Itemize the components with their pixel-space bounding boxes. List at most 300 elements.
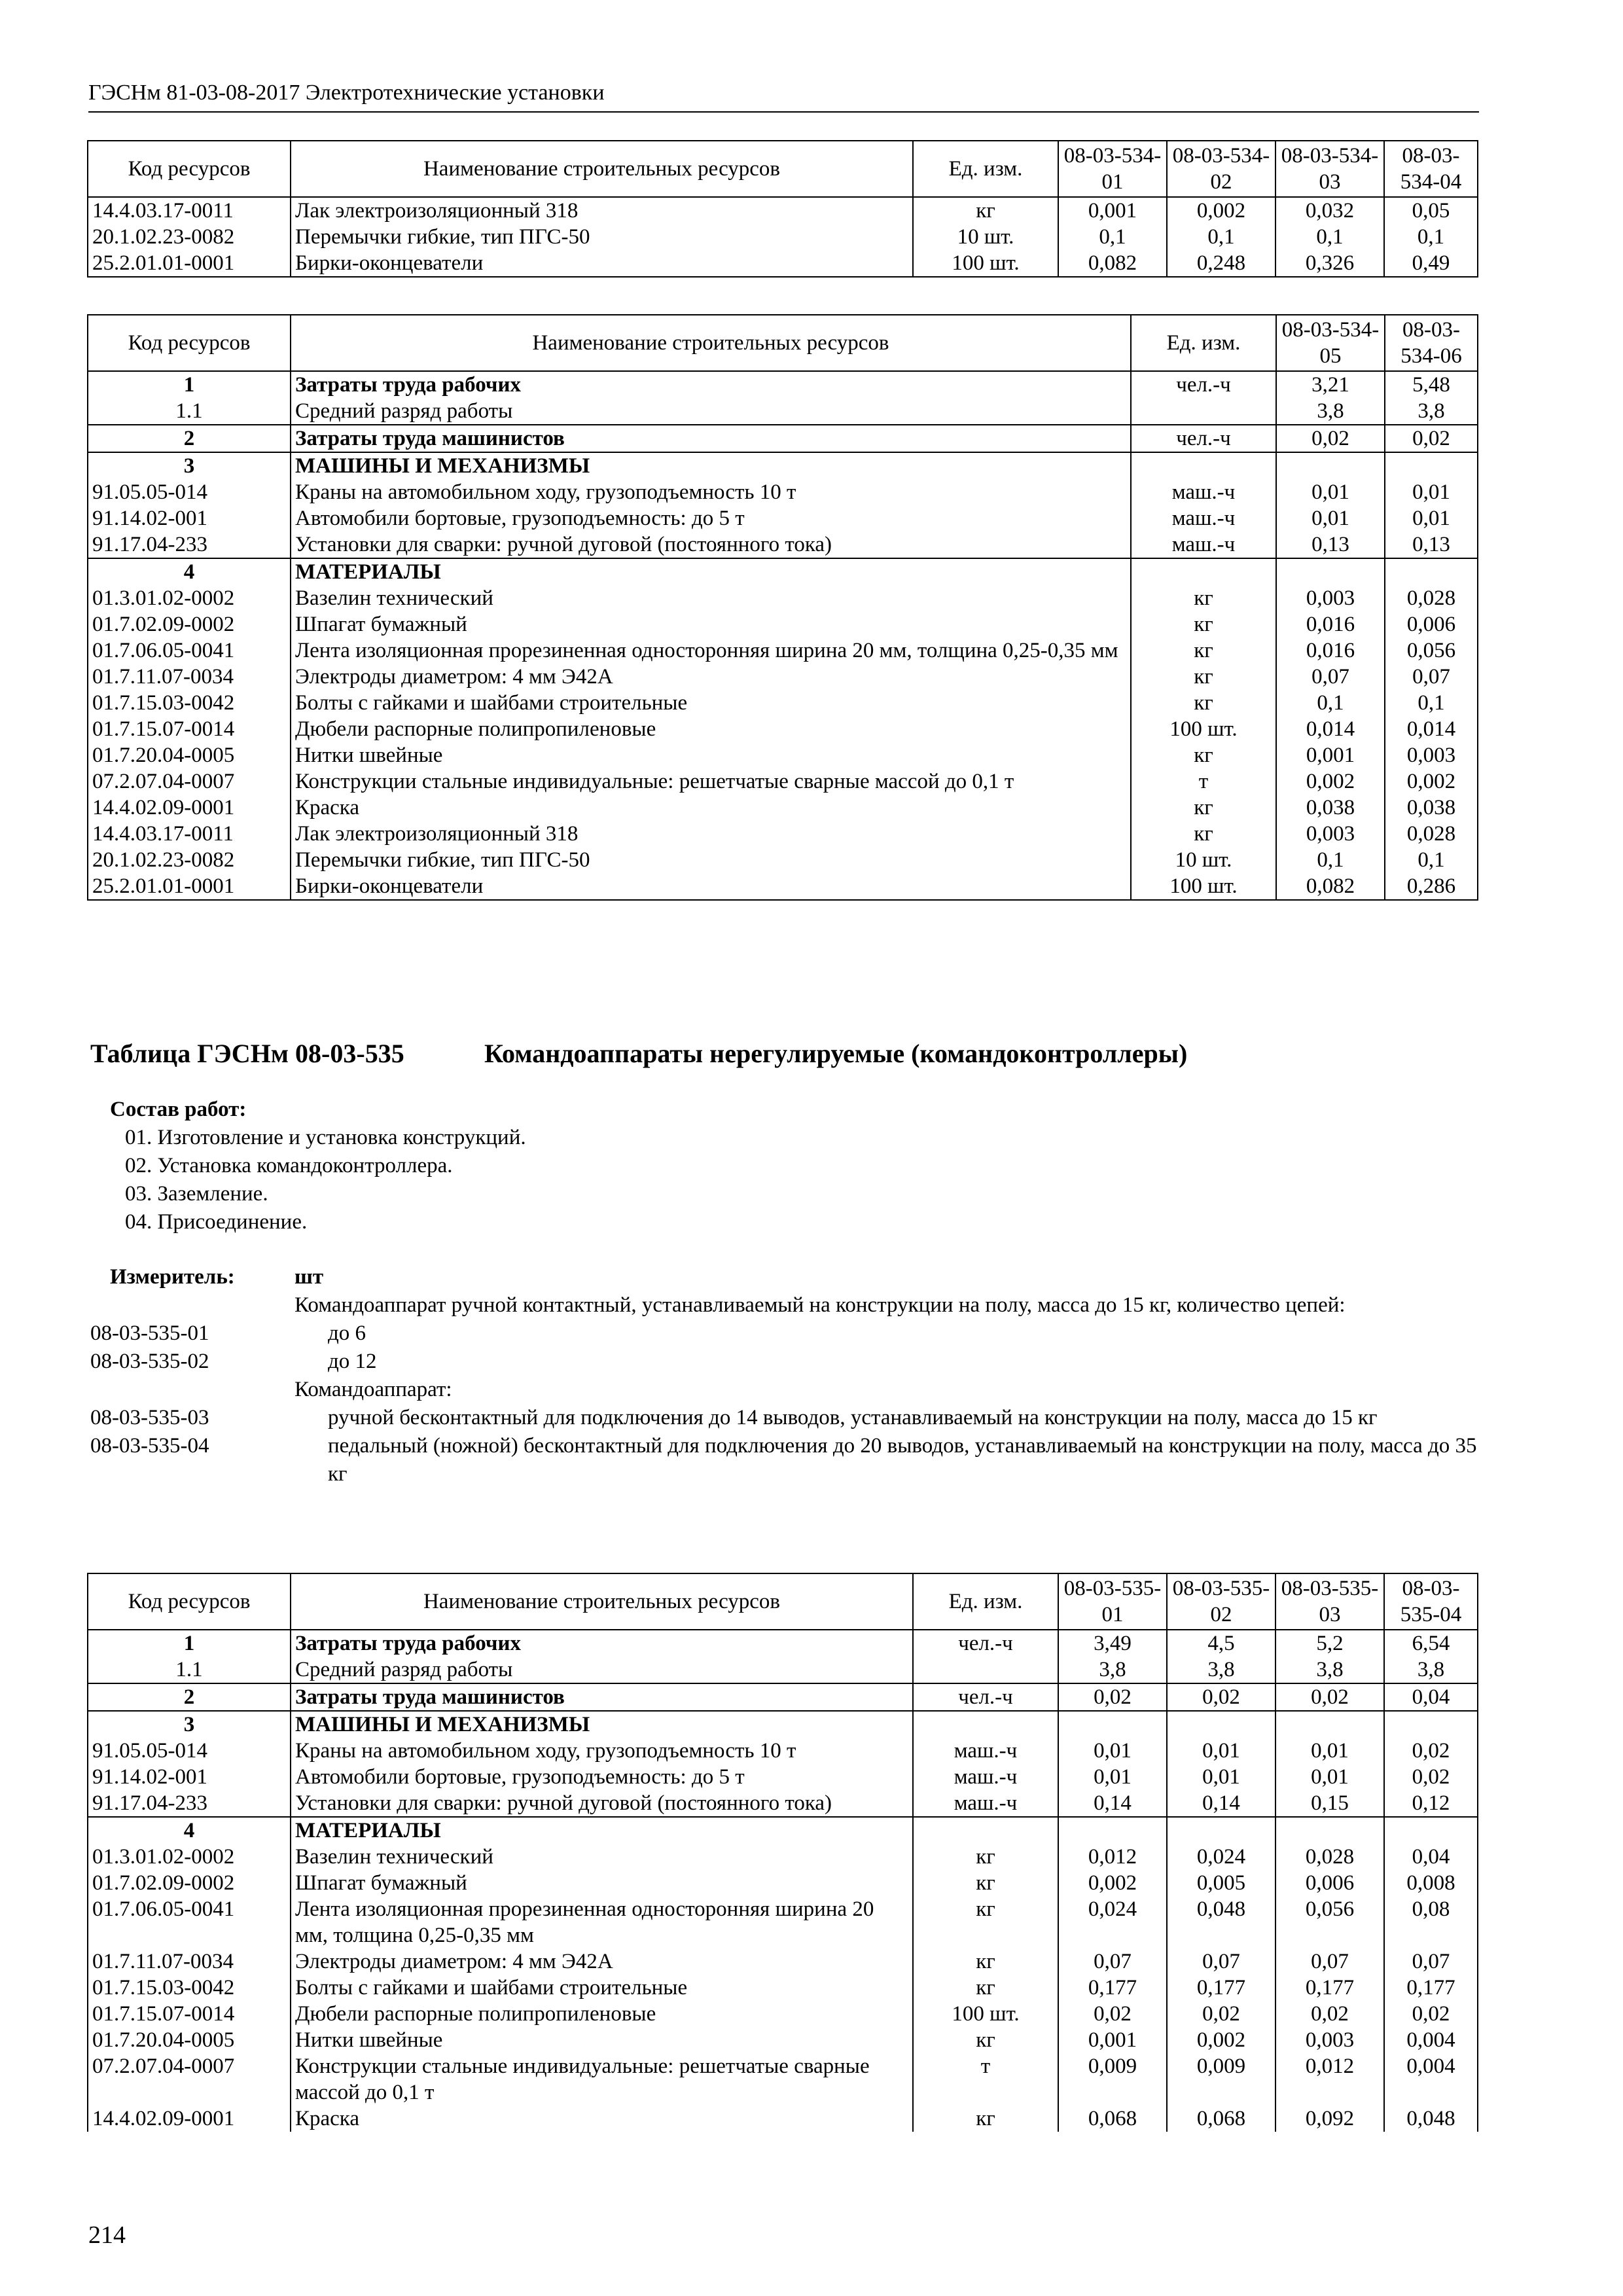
cell-value: 0,024: [1167, 1844, 1275, 1870]
table-row: [88, 873, 1478, 900]
cell-name: Краны на автомобильном ходу, грузоподъемность 10 т: [291, 1738, 913, 1764]
cell-value: 0,001: [1058, 197, 1167, 224]
cell-code: 01.7.06.05-0041: [88, 1896, 291, 1948]
cell-value: 0,048: [1384, 2106, 1478, 2132]
cell-code: 91.17.04-233: [88, 531, 291, 558]
cell-value: 0,07: [1167, 1948, 1275, 1975]
col-header-norm: 08-03-534-06: [1385, 315, 1478, 371]
cell-value: 0,038: [1385, 795, 1478, 821]
cell-code: 20.1.02.23-0082: [88, 847, 291, 873]
cell-code: 14.4.03.17-0011: [88, 197, 291, 224]
cell-value: 0,15: [1275, 1790, 1384, 1817]
cell-code: 01.7.15.07-0014: [88, 2001, 291, 2027]
cell-name: Дюбели распорные полипропиленовые: [291, 716, 1131, 742]
cell-value: 0,092: [1275, 2106, 1384, 2132]
cell-name: Бирки-оконцеватели: [291, 250, 913, 277]
cell-code: 4: [88, 1817, 291, 1844]
cell-value: 0,01: [1058, 1738, 1167, 1764]
cell-code: 01.7.15.03-0042: [88, 690, 291, 716]
cell-value: 0,07: [1276, 664, 1385, 690]
cell-code: 2: [88, 1683, 291, 1711]
cell-code: 4: [88, 558, 291, 585]
cell-value: 0,02: [1058, 2001, 1167, 2027]
cell-value: 0,048: [1167, 1896, 1275, 1948]
cell-value: 0,004: [1384, 2027, 1478, 2053]
cell-value: 0,012: [1058, 1844, 1167, 1870]
table-row: [88, 197, 1478, 224]
cell-code: 1: [88, 1630, 291, 1657]
table-row: [88, 371, 1478, 398]
cell-value: [1276, 558, 1385, 585]
measure-desc: Командоаппарат ручной контактный, устанавливаемый на конструкции на полу, масса до 15 кг, количество цепей:: [294, 1293, 1346, 1317]
cell-value: 0,05: [1384, 197, 1478, 224]
measure-desc: Командоаппарат:: [294, 1378, 452, 1401]
cell-value: 0,016: [1276, 611, 1385, 637]
cell-unit: т: [1131, 768, 1276, 795]
cell-value: 0,028: [1385, 585, 1478, 611]
col-header-code: Код ресурсов: [88, 1573, 291, 1630]
cell-value: 0,028: [1385, 821, 1478, 847]
table-row: [88, 452, 1478, 479]
table-row: [88, 768, 1478, 795]
measure-label: Измеритель:: [110, 1265, 235, 1289]
col-header-unit: Ед. изм.: [913, 1573, 1058, 1630]
cell-name: Вазелин технический: [291, 585, 1131, 611]
cell-value: 0,01: [1167, 1738, 1275, 1764]
cell-value: [1385, 452, 1478, 479]
cell-value: 0,177: [1167, 1975, 1275, 2001]
table-row: [88, 479, 1478, 505]
col-header-unit: Ед. изм.: [1131, 315, 1276, 371]
cell-value: [1384, 1817, 1478, 1844]
cell-value: 0,177: [1275, 1975, 1384, 2001]
works-title: Состав работ:: [110, 1098, 247, 1121]
measure-unit: шт: [294, 1265, 324, 1289]
cell-code: 01.7.06.05-0041: [88, 637, 291, 664]
col-header-name: Наименование строительных ресурсов: [291, 1573, 913, 1630]
cell-value: 0,07: [1385, 664, 1478, 690]
cell-value: 0,056: [1385, 637, 1478, 664]
cell-name: Затраты труда машинистов: [291, 1683, 913, 1711]
resources-table-534-01-04: [87, 140, 1478, 278]
cell-code: 01.3.01.02-0002: [88, 1844, 291, 1870]
table-row: [88, 1817, 1478, 1844]
item-text: до 6: [328, 1321, 366, 1345]
cell-value: 0,068: [1167, 2106, 1275, 2132]
cell-value: 0,004: [1384, 2053, 1478, 2106]
cell-unit: кг: [1131, 742, 1276, 768]
cell-unit: кг: [913, 1844, 1058, 1870]
cell-value: 0,08: [1384, 1896, 1478, 1948]
cell-code: 14.4.03.17-0011: [88, 821, 291, 847]
cell-value: 0,006: [1275, 1870, 1384, 1896]
cell-code: 91.14.02-001: [88, 505, 291, 531]
cell-value: 0,04: [1384, 1683, 1478, 1711]
cell-code: 01.7.02.09-0002: [88, 1870, 291, 1896]
cell-value: 0,1: [1384, 224, 1478, 250]
cell-code: 25.2.01.01-0001: [88, 250, 291, 277]
cell-name: Краны на автомобильном ходу, грузоподъемность 10 т: [291, 479, 1131, 505]
table-row: [88, 2053, 1478, 2106]
cell-value: 0,02: [1384, 1764, 1478, 1790]
cell-name: МАТЕРИАЛЫ: [291, 1817, 913, 1844]
item-code: 08-03-535-04: [90, 1434, 209, 1458]
cell-name: Перемычки гибкие, тип ПГС-50: [291, 847, 1131, 873]
table-row: [88, 2027, 1478, 2053]
cell-value: [1167, 1711, 1275, 1738]
cell-value: 0,032: [1275, 197, 1384, 224]
cell-value: 3,8: [1058, 1657, 1167, 1683]
cell-code: 3: [88, 1711, 291, 1738]
table-row: [88, 2106, 1478, 2132]
cell-value: 0,02: [1385, 425, 1478, 452]
cell-code: 20.1.02.23-0082: [88, 224, 291, 250]
cell-value: 6,54: [1384, 1630, 1478, 1657]
cell-value: 0,07: [1384, 1948, 1478, 1975]
item-code: 08-03-535-03: [90, 1406, 209, 1429]
measure-block: [90, 1263, 1481, 1488]
cell-code: 1: [88, 371, 291, 398]
table-row: [88, 664, 1478, 690]
cell-name: Нитки швейные: [291, 2027, 913, 2053]
table-title: [90, 1037, 1478, 1071]
table-name: Командоаппараты нерегулируемые (командоконтроллеры): [484, 1039, 1188, 1068]
cell-unit: [1131, 558, 1276, 585]
cell-unit: маш.-ч: [1131, 531, 1276, 558]
cell-name: Средний разряд работы: [291, 1657, 913, 1683]
cell-name: Затраты труда рабочих: [291, 1630, 913, 1657]
cell-value: 0,003: [1385, 742, 1478, 768]
cell-name: Установки для сварки: ручной дуговой (постоянного тока): [291, 531, 1131, 558]
cell-value: 0,07: [1058, 1948, 1167, 1975]
col-header-norm: 08-03-534-01: [1058, 141, 1167, 197]
cell-unit: кг: [913, 197, 1058, 224]
col-header-norm: 08-03-535-04: [1384, 1573, 1478, 1630]
cell-value: 0,1: [1167, 224, 1275, 250]
page-header: ГЭСНм 81-03-08-2017 Электротехнические установки: [88, 77, 1479, 113]
cell-unit: кг: [913, 1948, 1058, 1975]
cell-value: 3,21: [1276, 371, 1385, 398]
table-row: [88, 1870, 1478, 1896]
cell-code: 2: [88, 425, 291, 452]
cell-value: 0,49: [1384, 250, 1478, 277]
cell-value: [1276, 452, 1385, 479]
cell-unit: [1131, 398, 1276, 425]
cell-value: 0,009: [1058, 2053, 1167, 2106]
cell-value: 3,8: [1167, 1657, 1275, 1683]
cell-unit: кг: [913, 2106, 1058, 2132]
cell-unit: кг: [1131, 821, 1276, 847]
cell-value: 0,07: [1275, 1948, 1384, 1975]
cell-name: Электроды диаметром: 4 мм Э42А: [291, 664, 1131, 690]
cell-value: 0,082: [1276, 873, 1385, 900]
cell-unit: кг: [913, 2027, 1058, 2053]
table-row: [88, 1657, 1478, 1683]
cell-name: Автомобили бортовые, грузоподъемность: до 5 т: [291, 505, 1131, 531]
works-item: 01. Изготовление и установка конструкций.: [125, 1126, 526, 1149]
cell-value: [1384, 1711, 1478, 1738]
cell-value: 0,002: [1276, 768, 1385, 795]
cell-value: 0,04: [1384, 1844, 1478, 1870]
cell-value: [1275, 1711, 1384, 1738]
cell-unit: 100 шт.: [1131, 716, 1276, 742]
cell-value: 0,003: [1275, 2027, 1384, 2053]
cell-code: 91.14.02-001: [88, 1764, 291, 1790]
cell-unit: 100 шт.: [913, 2001, 1058, 2027]
cell-value: 0,014: [1276, 716, 1385, 742]
cell-code: 25.2.01.01-0001: [88, 873, 291, 900]
cell-name: Установки для сварки: ручной дуговой (постоянного тока): [291, 1790, 913, 1817]
table-number: Таблица ГЭСНм 08-03-535: [90, 1039, 404, 1068]
cell-value: 0,01: [1276, 479, 1385, 505]
table-row: [88, 505, 1478, 531]
cell-name: Лак электроизоляционный 318: [291, 821, 1131, 847]
cell-code: 01.7.20.04-0005: [88, 742, 291, 768]
cell-code: 01.7.11.07-0034: [88, 664, 291, 690]
table-row: [88, 558, 1478, 585]
cell-name: Автомобили бортовые, грузоподъемность: до 5 т: [291, 1764, 913, 1790]
cell-name: Затраты труда машинистов: [291, 425, 1131, 452]
col-header-norm: 08-03-534-03: [1275, 141, 1384, 197]
cell-value: 0,1: [1385, 690, 1478, 716]
cell-value: 0,01: [1385, 505, 1478, 531]
table-row: [88, 611, 1478, 637]
cell-unit: кг: [1131, 637, 1276, 664]
cell-code: 01.3.01.02-0002: [88, 585, 291, 611]
table-row: [88, 585, 1478, 611]
cell-code: 3: [88, 452, 291, 479]
cell-code: 91.05.05-014: [88, 1738, 291, 1764]
cell-code: 91.05.05-014: [88, 479, 291, 505]
cell-value: 0,016: [1276, 637, 1385, 664]
cell-value: 0,005: [1167, 1870, 1275, 1896]
resources-table-535: [87, 1573, 1478, 2132]
works-list: [125, 1124, 526, 1236]
works-item: 04. Присоединение.: [125, 1210, 308, 1234]
cell-value: 0,006: [1385, 611, 1478, 637]
resources-table-534-05-06: [87, 314, 1478, 901]
cell-name: Краска: [291, 795, 1131, 821]
cell-value: [1167, 1817, 1275, 1844]
cell-unit: чел.-ч: [913, 1630, 1058, 1657]
col-header-norm: 08-03-534-04: [1384, 141, 1478, 197]
col-header-norm: 08-03-535-01: [1058, 1573, 1167, 1630]
cell-value: 3,8: [1275, 1657, 1384, 1683]
cell-value: 0,177: [1384, 1975, 1478, 2001]
item-code: 08-03-535-02: [90, 1350, 209, 1373]
table-row: [88, 1630, 1478, 1657]
cell-value: 0,1: [1275, 224, 1384, 250]
cell-value: 0,001: [1276, 742, 1385, 768]
cell-value: [1058, 1817, 1167, 1844]
cell-unit: 100 шт.: [1131, 873, 1276, 900]
cell-value: 0,012: [1275, 2053, 1384, 2106]
table-row: [88, 847, 1478, 873]
cell-value: 0,002: [1167, 2027, 1275, 2053]
table-row: [88, 398, 1478, 425]
cell-name: Вазелин технический: [291, 1844, 913, 1870]
table-row: [88, 1683, 1478, 1711]
cell-value: 0,02: [1167, 1683, 1275, 1711]
table-row: [88, 1738, 1478, 1764]
cell-unit: кг: [913, 1975, 1058, 2001]
cell-value: 0,001: [1058, 2027, 1167, 2053]
cell-value: 0,01: [1276, 505, 1385, 531]
cell-value: 0,01: [1385, 479, 1478, 505]
cell-value: 0,14: [1058, 1790, 1167, 1817]
cell-code: 91.17.04-233: [88, 1790, 291, 1817]
cell-name: Бирки-оконцеватели: [291, 873, 1131, 900]
cell-unit: чел.-ч: [1131, 371, 1276, 398]
table-row: [88, 1844, 1478, 1870]
cell-value: 0,1: [1058, 224, 1167, 250]
cell-code: 01.7.02.09-0002: [88, 611, 291, 637]
cell-unit: кг: [1131, 664, 1276, 690]
col-header-name: Наименование строительных ресурсов: [291, 315, 1131, 371]
cell-value: 3,49: [1058, 1630, 1167, 1657]
col-header-norm: 08-03-534-05: [1276, 315, 1385, 371]
cell-value: 0,1: [1276, 847, 1385, 873]
page-number: 214: [88, 2221, 126, 2249]
cell-unit: кг: [1131, 690, 1276, 716]
cell-unit: кг: [913, 1896, 1058, 1948]
cell-value: 0,002: [1167, 197, 1275, 224]
cell-value: 0,002: [1385, 768, 1478, 795]
cell-unit: маш.-ч: [913, 1790, 1058, 1817]
cell-name: МАШИНЫ И МЕХАНИЗМЫ: [291, 1711, 913, 1738]
cell-code: 14.4.02.09-0001: [88, 2106, 291, 2132]
cell-code: 01.7.20.04-0005: [88, 2027, 291, 2053]
col-header-norm: 08-03-534-02: [1167, 141, 1275, 197]
cell-name: МАТЕРИАЛЫ: [291, 558, 1131, 585]
cell-value: 0,01: [1058, 1764, 1167, 1790]
table-row: [88, 1711, 1478, 1738]
cell-name: Дюбели распорные полипропиленовые: [291, 2001, 913, 2027]
cell-value: 0,038: [1276, 795, 1385, 821]
table-row: [88, 637, 1478, 664]
cell-value: 0,13: [1276, 531, 1385, 558]
cell-name: Конструкции стальные индивидуальные: решетчатые сварные массой до 0,1 т: [291, 2053, 913, 2106]
works-item: 03. Заземление.: [125, 1182, 268, 1206]
cell-unit: маш.-ч: [1131, 505, 1276, 531]
cell-name: Электроды диаметром: 4 мм Э42А: [291, 1948, 913, 1975]
col-header-norm: 08-03-535-03: [1275, 1573, 1384, 1630]
cell-value: 0,003: [1276, 821, 1385, 847]
cell-value: 3,8: [1385, 398, 1478, 425]
cell-name: Краска: [291, 2106, 913, 2132]
cell-code: 14.4.02.09-0001: [88, 795, 291, 821]
cell-code: 1.1: [88, 398, 291, 425]
cell-value: 3,8: [1276, 398, 1385, 425]
cell-value: 0,01: [1275, 1738, 1384, 1764]
cell-name: Лента изоляционная прорезиненная односторонняя ширина 20 мм, толщина 0,25-0,35 мм: [291, 1896, 913, 1948]
cell-value: [1058, 1711, 1167, 1738]
cell-value: 0,02: [1276, 425, 1385, 452]
cell-value: 0,286: [1385, 873, 1478, 900]
item-text: ручной бесконтактный для подключения до 14 выводов, устанавливаемый на конструкции на полу, масса до 15 кг: [328, 1406, 1378, 1429]
cell-value: 5,2: [1275, 1630, 1384, 1657]
table-row: [88, 1948, 1478, 1975]
cell-value: 0,02: [1058, 1683, 1167, 1711]
cell-unit: маш.-ч: [913, 1764, 1058, 1790]
cell-unit: кг: [1131, 795, 1276, 821]
cell-value: 0,02: [1384, 1738, 1478, 1764]
col-header-code: Код ресурсов: [88, 315, 291, 371]
table-row: [88, 821, 1478, 847]
cell-name: Затраты труда рабочих: [291, 371, 1131, 398]
cell-value: 3,8: [1384, 1657, 1478, 1683]
cell-name: Средний разряд работы: [291, 398, 1131, 425]
item-text: до 12: [328, 1350, 377, 1373]
table-row: [88, 1764, 1478, 1790]
cell-value: [1275, 1817, 1384, 1844]
cell-name: Перемычки гибкие, тип ПГС-50: [291, 224, 913, 250]
cell-value: 0,1: [1276, 690, 1385, 716]
table-row: [88, 1896, 1478, 1948]
cell-value: 0,1: [1385, 847, 1478, 873]
item-code: 08-03-535-01: [90, 1321, 209, 1345]
cell-name: Лента изоляционная прорезиненная односторонняя ширина 20 мм, толщина 0,25-0,35 мм: [291, 637, 1131, 664]
cell-value: [1385, 558, 1478, 585]
cell-name: Лак электроизоляционный 318: [291, 197, 913, 224]
cell-code: 07.2.07.04-0007: [88, 768, 291, 795]
cell-value: 0,009: [1167, 2053, 1275, 2106]
cell-name: Болты с гайками и шайбами строительные: [291, 1975, 913, 2001]
table-row: [88, 716, 1478, 742]
cell-value: 0,002: [1058, 1870, 1167, 1896]
cell-name: Шпагат бумажный: [291, 1870, 913, 1896]
cell-value: 0,008: [1384, 1870, 1478, 1896]
cell-unit: 100 шт.: [913, 250, 1058, 277]
cell-code: 01.7.11.07-0034: [88, 1948, 291, 1975]
item-text: педальный (ножной) бесконтактный для подключения до 20 выводов, устанавливаемый на конструкции на полу, масса до 35 кг: [328, 1434, 1477, 1486]
table-row: [88, 742, 1478, 768]
cell-code: 07.2.07.04-0007: [88, 2053, 291, 2106]
cell-code: 1.1: [88, 1657, 291, 1683]
cell-value: 5,48: [1385, 371, 1478, 398]
table-row: [88, 425, 1478, 452]
cell-unit: кг: [1131, 611, 1276, 637]
cell-value: 0,02: [1384, 2001, 1478, 2027]
table-row: [88, 250, 1478, 277]
cell-code: 01.7.15.07-0014: [88, 716, 291, 742]
works-item: 02. Установка командоконтроллера.: [125, 1154, 453, 1177]
cell-unit: маш.-ч: [913, 1738, 1058, 1764]
cell-value: 0,13: [1385, 531, 1478, 558]
cell-unit: т: [913, 2053, 1058, 2106]
cell-name: Шпагат бумажный: [291, 611, 1131, 637]
cell-code: 01.7.15.03-0042: [88, 1975, 291, 2001]
table-row: [88, 224, 1478, 250]
col-header-name: Наименование строительных ресурсов: [291, 141, 913, 197]
cell-value: 0,068: [1058, 2106, 1167, 2132]
cell-value: 4,5: [1167, 1630, 1275, 1657]
table-row: [88, 795, 1478, 821]
cell-unit: кг: [1131, 585, 1276, 611]
cell-value: 0,024: [1058, 1896, 1167, 1948]
cell-unit: чел.-ч: [913, 1683, 1058, 1711]
cell-unit: маш.-ч: [1131, 479, 1276, 505]
col-header-unit: Ед. изм.: [913, 141, 1058, 197]
cell-unit: [1131, 452, 1276, 479]
cell-value: 0,02: [1275, 1683, 1384, 1711]
cell-name: Нитки швейные: [291, 742, 1131, 768]
cell-value: 0,326: [1275, 250, 1384, 277]
cell-value: 0,177: [1058, 1975, 1167, 2001]
cell-value: 0,003: [1276, 585, 1385, 611]
cell-unit: чел.-ч: [1131, 425, 1276, 452]
cell-value: 0,248: [1167, 250, 1275, 277]
